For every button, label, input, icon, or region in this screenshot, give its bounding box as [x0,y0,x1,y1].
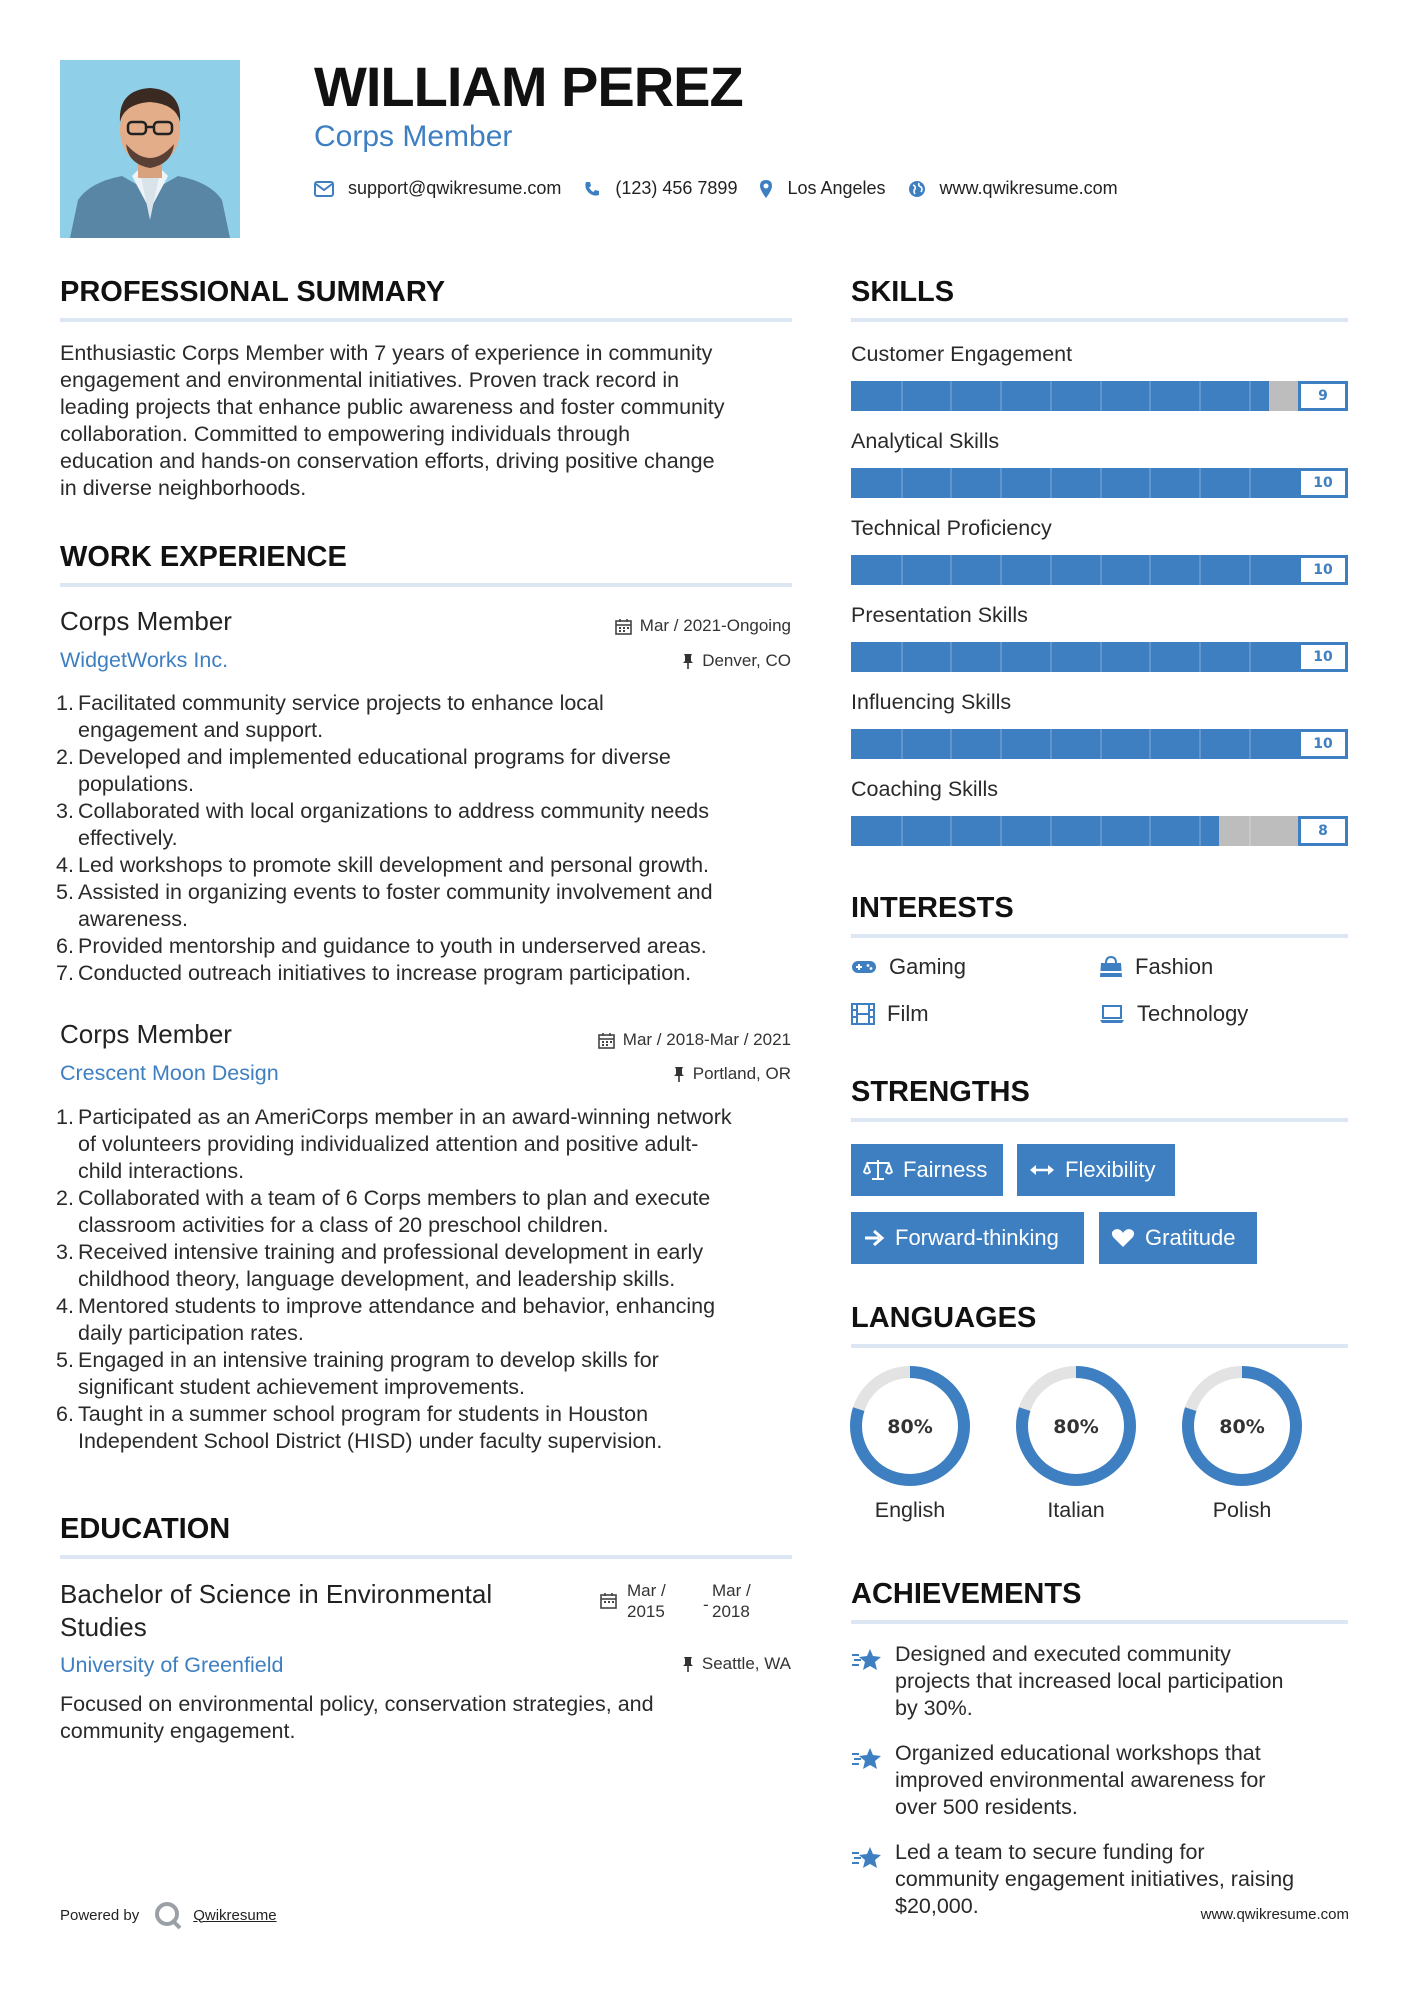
film-icon [851,1003,875,1025]
shooting-star-icon [851,1845,883,1871]
list-line: Collaborated with a team of 6 Corps members to plan and execute [78,1186,711,1210]
list-line: effectively. [78,826,178,850]
list-line: child interactions. [78,1159,245,1183]
list-number: 3. [56,1240,74,1264]
list-line: daily participation rates. [78,1321,304,1345]
job-date-text: Mar / 2018-Mar / 2021 [622,1030,791,1049]
list-line: Engaged in an intensive training program to develop skills for [78,1348,659,1372]
footer-website[interactable]: www.qwikresume.com [1200,1906,1349,1923]
skill-segment [1100,729,1102,759]
contact-email[interactable] [314,178,561,199]
interest-fashion [1099,954,1213,980]
list-number: 1. [56,691,74,715]
summary-text [60,340,795,502]
skill-segment [1050,381,1052,411]
skill-segment [1199,816,1201,846]
skill-segment [901,468,903,498]
list-item [56,1185,800,1239]
job-date [598,1030,791,1050]
education-location-text: Seattle, WA [701,1654,791,1673]
education-heading: EDUCATION [60,1513,231,1545]
strength-label: Gratitude [1145,1225,1236,1250]
language-ring [1014,1364,1138,1488]
summary-line: in diverse neighborhoods. [60,476,307,500]
website-text: www.qwikresume.com [939,178,1118,198]
achievement-line: projects that increased local participation [895,1669,1284,1693]
skill-bar [851,816,1348,846]
date-part: 2015 [627,1602,665,1621]
skill-segment [1149,816,1151,846]
skill-bar [851,555,1348,585]
skill-label: Customer Engagement [851,342,1073,366]
job-company: Crescent Moon Design [60,1061,279,1085]
skill-fill [851,381,1269,411]
job-date [615,616,791,636]
interest-gaming [851,954,966,980]
achievement-line: Led a team to secure funding for [895,1840,1205,1864]
skill-segment [1149,381,1151,411]
email-text: support@qwikresume.com [348,178,562,198]
skill-segment [1199,642,1201,672]
date-part: Mar / [712,1581,751,1600]
skills-heading: SKILLS [851,276,955,308]
skill-segment [1050,729,1052,759]
list-item [56,879,800,933]
phone-icon [583,180,601,198]
skill-segment [950,468,952,498]
list-number: 1. [56,1105,74,1129]
strength-label: Flexibility [1065,1157,1156,1182]
description-line: Focused on environmental policy, conservation strategies, and [60,1692,654,1716]
shopping-bag-icon [1099,956,1123,978]
skill-score: 10 [1298,642,1348,672]
interest-label: Gaming [889,954,967,979]
skill-segment [1249,729,1251,759]
list-line: Led workshops to promote skill development and personal growth. [78,853,710,877]
calendar-icon [615,618,632,635]
languages-rule [851,1344,1348,1348]
language-italian [1014,1364,1138,1522]
list-line: Developed and implemented educational programs for diverse [78,745,671,769]
list-line: childhood theory, language development, and leadership skills. [78,1267,676,1291]
skill-label: Influencing Skills [851,690,1012,714]
language-ring [848,1364,972,1488]
achievement-line: community engagement initiatives, raising [895,1867,1295,1891]
contact-website[interactable] [908,178,1118,199]
arrows-horizontal-icon [1029,1163,1055,1177]
skill-segment [1249,642,1251,672]
skill-segment [1149,642,1151,672]
education-rule [60,1555,792,1559]
skill-segment [1100,816,1102,846]
achievements-heading: ACHIEVEMENTS [851,1578,1082,1610]
skill-segment [901,729,903,759]
list-item [56,1293,800,1347]
skill-segment [1000,555,1002,585]
qwikresume-link[interactable]: Qwikresume [193,1906,277,1924]
interest-label: Fashion [1135,954,1214,979]
achievement-line: over 500 residents. [895,1795,1078,1819]
list-item [56,1239,800,1293]
skill-segment [1249,381,1251,411]
languages-heading: LANGUAGES [851,1302,1037,1334]
summary-line: leading projects that enhance public awareness and foster community [60,395,725,419]
summary-line: engagement and environmental initiatives. Proven track record in [60,368,680,392]
profile-photo [60,60,240,238]
skill-label: Technical Proficiency [851,516,1052,540]
interest-film [851,1001,929,1027]
envelope-icon [314,181,334,197]
skill-segment [950,642,952,672]
skill-segment [1000,381,1002,411]
list-line: significant student achievement improvements. [78,1375,525,1399]
experience-heading: WORK EXPERIENCE [60,541,347,573]
language-ring [1180,1364,1304,1488]
list-number: 2. [56,745,74,769]
skill-segment [1149,555,1151,585]
gamepad-icon [851,959,877,975]
achievement-text [895,1740,1351,1821]
skills-rule [851,318,1348,322]
skill-fill [851,816,1219,846]
skill-segment [1199,555,1201,585]
arrow-right-icon [863,1229,885,1247]
skill-segment [1100,381,1102,411]
start-date [627,1580,666,1622]
skill-bar [851,381,1348,411]
list-line: Collaborated with local organizations to address community needs [78,799,710,823]
list-number: 6. [56,1402,74,1426]
language-percent: 80% [1053,1416,1099,1438]
skill-bar [851,642,1348,672]
job-date-text: Mar / 2021-Ongoing [639,616,791,635]
skill-score: 10 [1298,555,1348,585]
job-bullets [56,690,800,987]
list-item [56,1401,800,1455]
list-number: 3. [56,799,74,823]
achievements-rule [851,1620,1348,1624]
skill-score: 8 [1298,816,1348,846]
skill-segment [1249,555,1251,585]
location-text: Los Angeles [787,178,886,198]
list-line: Taught in a summer school program for students in Houston [78,1402,649,1426]
list-line: Provided mentorship and guidance to youth in underserved areas. [78,934,707,958]
list-line: Facilitated community service projects to enhance local [78,691,604,715]
candidate-name: WILLIAM PEREZ [314,55,743,118]
school-name: University of Greenfield [60,1653,284,1677]
list-line: awareness. [78,907,188,931]
skill-segment [1000,642,1002,672]
pushpin-icon [682,1656,694,1673]
achievement-text [895,1641,1351,1722]
skill-segment [1249,468,1251,498]
list-number: 5. [56,880,74,904]
list-number: 7. [56,961,74,985]
achievement-item [851,1740,1351,1821]
interest-technology [1099,1001,1248,1027]
job-location [673,1064,791,1084]
job-location-text: Denver, CO [702,651,791,670]
skill-segment [1050,555,1052,585]
list-line: Assisted in organizing events to foster community involvement and [78,880,713,904]
interests-rule [851,934,1348,938]
summary-line: education and hands-on conservation efforts, driving positive change [60,449,715,473]
language-label: English [874,1498,946,1522]
job-bullets [56,1104,800,1455]
contact-location [759,178,885,199]
list-item [56,744,800,798]
summary-heading: PROFESSIONAL SUMMARY [60,276,446,308]
skill-label: Analytical Skills [851,429,1000,453]
skill-bar [851,468,1348,498]
education-location [682,1654,791,1674]
end-date [712,1580,751,1622]
powered-by-text: Powered by [60,1906,140,1924]
skill-segment [1050,816,1052,846]
list-item [56,798,800,852]
list-line: engagement and support. [78,718,324,742]
list-item [56,1347,800,1401]
calendar-icon [600,1592,617,1609]
skill-segment [1199,468,1201,498]
skill-segment [1149,468,1151,498]
list-line: populations. [78,772,194,796]
degree-line: Bachelor of Science in Environmental [60,1579,493,1609]
skill-segment [901,555,903,585]
strength-tag-gratitude [1099,1212,1257,1264]
list-number: 4. [56,1294,74,1318]
laptop-icon [1099,1004,1125,1024]
skill-segment [1199,381,1201,411]
date-part: Mar / [627,1581,666,1600]
achievement-item [851,1641,1351,1722]
job-title: Corps Member [60,1019,232,1049]
skill-score: 9 [1298,381,1348,411]
job-company: WidgetWorks Inc. [60,648,229,672]
language-polish [1180,1364,1304,1522]
shooting-star-icon [851,1647,883,1673]
list-line: Received intensive training and professional development in early [78,1240,704,1264]
date-part: 2018 [712,1602,750,1621]
skill-segment [1249,816,1251,846]
footer-powered-by [60,1900,277,1930]
summary-line: collaboration. Committed to empowering individuals through [60,422,631,446]
list-number: 6. [56,934,74,958]
skill-segment [1100,468,1102,498]
date-separator: - [703,1595,709,1614]
pushpin-icon [682,653,694,670]
skill-segment [1100,555,1102,585]
skill-segment [950,555,952,585]
language-label: Polish [1212,1498,1272,1522]
list-number: 5. [56,1348,74,1372]
language-percent: 80% [887,1416,933,1438]
language-label: Italian [1047,1498,1105,1522]
achievement-line: Organized educational workshops that [895,1741,1261,1765]
qwikresume-logo-icon [153,1900,183,1930]
job-location-text: Portland, OR [692,1064,791,1083]
interest-label: Technology [1137,1001,1249,1026]
list-item [56,690,800,744]
candidate-title: Corps Member [314,120,513,153]
skill-bar [851,729,1348,759]
skill-segment [950,381,952,411]
skill-segment [1050,642,1052,672]
skill-segment [1050,468,1052,498]
contact-row [314,178,1140,199]
strengths-heading: STRENGTHS [851,1076,1030,1108]
education-description [60,1691,800,1745]
strength-label: Fairness [903,1157,988,1182]
skill-segment [1149,729,1151,759]
job-title: Corps Member [60,606,232,636]
strength-label: Forward-thinking [895,1225,1059,1250]
skill-segment [1000,468,1002,498]
summary-line: Enthusiastic Corps Member with 7 years of experience in community [60,341,713,365]
skill-segment [950,816,952,846]
skill-segment [1199,729,1201,759]
achievement-line: $20,000. [895,1894,979,1918]
shooting-star-icon [851,1746,883,1772]
description-line: community engagement. [60,1719,296,1743]
skill-score: 10 [1298,729,1348,759]
strength-tag-flexibility [1017,1144,1175,1196]
list-number: 4. [56,853,74,877]
list-number: 2. [56,1186,74,1210]
summary-rule [60,318,792,322]
achievement-line: by 30%. [895,1696,973,1720]
contact-phone[interactable] [583,178,737,199]
skill-score: 10 [1298,468,1348,498]
heart-icon [1111,1228,1135,1248]
achievement-line: Designed and executed community [895,1642,1231,1666]
list-line: Participated as an AmeriCorps member in an award-winning network [78,1105,732,1129]
globe-icon [908,180,926,198]
list-item [56,960,800,987]
achievement-line: improved environmental awareness for [895,1768,1266,1792]
list-line: Independent School District (HISD) under faculty supervision. [78,1429,663,1453]
list-item [56,1104,800,1185]
skill-segment [901,816,903,846]
skill-segment [901,381,903,411]
balance-scale-icon [863,1158,893,1182]
skill-segment [901,642,903,672]
phone-text: (123) 456 7899 [615,178,738,198]
experience-rule [60,583,792,587]
language-percent: 80% [1219,1416,1265,1438]
skill-segment [1100,642,1102,672]
skill-label: Coaching Skills [851,777,998,801]
list-item [56,933,800,960]
degree-line: Studies [60,1612,147,1642]
skill-segment [1000,816,1002,846]
list-line: Mentored students to improve attendance and behavior, enhancing [78,1294,716,1318]
map-marker-icon [759,179,773,199]
list-line: Conducted outreach initiatives to increase program participation. [78,961,692,985]
list-item [56,852,800,879]
list-line: of volunteers providing individualized attention and positive adult- [78,1132,699,1156]
interest-label: Film [887,1001,929,1026]
strengths-rule [851,1118,1348,1122]
list-line: classroom activities for a class of 20 preschool children. [78,1213,609,1237]
interests-heading: INTERESTS [851,892,1014,924]
language-english [848,1364,972,1522]
calendar-icon [598,1032,615,1049]
skill-segment [950,729,952,759]
degree-title [60,1578,492,1644]
strength-tag-fairness [851,1144,1003,1196]
skill-segment [1000,729,1002,759]
strength-tag-forward-thinking [851,1212,1084,1264]
job-location [682,651,791,671]
pushpin-icon [673,1066,685,1083]
skill-label: Presentation Skills [851,603,1028,627]
